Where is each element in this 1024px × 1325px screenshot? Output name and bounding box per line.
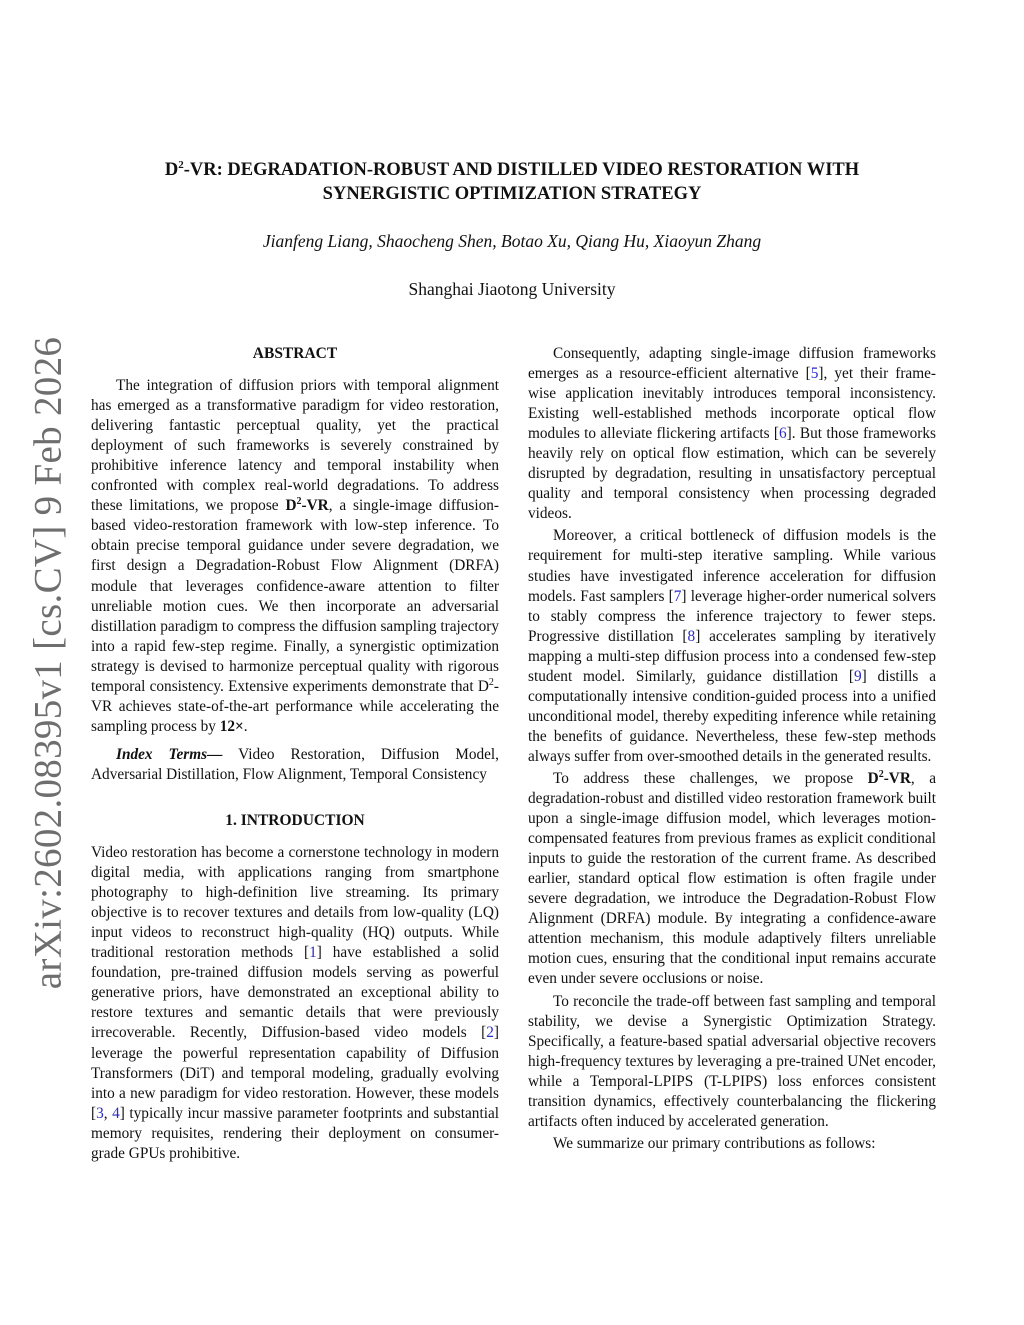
paragraph-contributions: We summarize our primary contributions as follows:: [553, 1134, 876, 1152]
paragraph-frameworks: Consequently, adapting single-image diffusion frameworks emerges as a resource-efficient alternative [5], yet their frame-wise application inevitably introduces temporal inconsistency. Existing well-established methods incorporate optical flow modules to alleviate flickering artifacts [6]. But those frameworks heavily rely on optical flow estimation, which can be severely disrupted by degradation, resulting in unsatisfactory perceptual quality and temporal consistency when processing degraded videos.: [528, 345, 937, 523]
citation-link[interactable]: 2: [486, 1024, 494, 1042]
arxiv-identifier: arXiv:2602.08395v1 [cs.CV] 9 Feb 2026: [26, 336, 70, 989]
citation-link[interactable]: 1: [309, 944, 317, 962]
paragraph-sampling: Moreover, a critical bottleneck of diffusion models is the requirement for multi-step iterative sampling. While various studies have investigated inference acceleration for diffusion models. Fast samplers [7] leverage higher-order numerical solvers to stably compress the inference trajectory to fewer steps. Progressive distillation [8] accelerates sampling by iteratively mapping a multi-step diffusion process into a condensed few-step student model. Similarly, guidance distillation [9] distills a computationally intensive condition-guided process into a unified unconditional model, thereby expediting inference while retaining the benefits of guidance. Nevertheless, these few-step methods always suffer from over-smoothed details in the generated results.: [528, 527, 936, 765]
left-column: [91, 344, 499, 1164]
introduction-paragraph: Video restoration has become a cornerstone technology in modern digital media, with applications ranging from smartphone photography to high-definition live streaming. Its primary objective is to recover textures and details from low-quality (LQ) input videos to reconstruct high-quality (HQ) outputs. While traditional restoration methods [1] have established a solid foundation, pre-trained diffusion models serving as powerful generative priors, have demonstrated an exceptional ability to restore textures and semantic details that were previously irrecoverable. Recently, Diffusion-based video models [2] leverage the powerful representation capability of Diffusion Transformers (DiT) and temporal modeling, gradually evolving into a new paradigm for video restoration. However, these models [3, 4] typically incur massive parameter footprints and substantial memory requisites, rendering their deployment on consumer-grade GPUs prohibitive.: [91, 844, 499, 1162]
citation-link[interactable]: 6: [779, 425, 787, 443]
abstract-heading: ABSTRACT: [252, 345, 338, 362]
paper-title: $D^2-VR$: DEGRADATION-ROBUST AND DISTILLED VIDEO RESTORATION WITH SYNERGISTIC OPTIMIZATION STRATEGY: [164, 158, 860, 204]
citation-link[interactable]: 7: [673, 587, 682, 605]
affiliation: Shanghai Jiaotong University: [408, 279, 616, 299]
citation-link[interactable]: 3: [96, 1104, 104, 1122]
arxiv-stamp: [26, 336, 70, 989]
abstract-body: The integration of diffusion priors with temporal alignment has emerged as a transformative paradigm for video restoration, delivering fantastic perceptual quality, yet the practical deployment of such frameworks is severely constrained by prohibitive inference latency and temporal instability when confronted with complex real-world degradations. To address these limitations, we propose $D^2-VR$, a single-image diffusion-based video-restoration framework with low-step inference. To obtain precise temporal guidance under severe degradation, we first design a Degradation-Robust Flow Alignment (DRFA) module that leverages confidence-aware attention to filter unreliable motion cues. We then incorporate an adversarial distillation paradigm to compress the diffusion sampling trajectory into a rapid few-step regime. Finally, a synergistic optimization strategy is devised to harmonize perceptual quality with rigorous temporal consistency. Extensive experiments demonstrate that $D^2-VR$ achieves state-of-the-art performance while accelerating the sampling process by 12×.: [91, 377, 499, 735]
index-terms: Index Terms— Video Restoration, Diffusion Model, Adversarial Distillation, Flow Alignment, Temporal Consistency: [91, 745, 500, 783]
citation-link[interactable]: 5: [810, 365, 819, 383]
paragraph-proposal: To address these challenges, we propose $D^2-VR$, a degradation-robust and distilled video restoration framework built upon a single-image diffusion model, which leverages motion-compensated features from previous frames as explicit conditional inputs to guide the restoration of the current frame. As described earlier, standard optical flow estimation is often fragile under severe degradation, we introduce the Degradation-Robust Flow Alignment (DRFA) module. By integrating a confidence-aware attention mechanism, this module adaptively filters unreliable motion cues, ensuring that the conditional input remains accurate even under severe occlusions or noise.: [528, 768, 936, 988]
paragraph-optimization: To reconcile the trade-off between fast sampling and temporal stability, we devise a Synergistic Optimization Strategy. Specifically, a feature-based spatial adversarial objective recovers high-frequency textures by leveraging a pre-trained UNet encoder, while a Temporal-LPIPS (T-LPIPS) loss enforces consistent transition dynamics, effectively counterbalancing the flickering artifacts often induced by accelerated generation.: [528, 992, 936, 1130]
citation-link[interactable]: 8: [687, 627, 696, 645]
author-list: Jianfeng Liang, Shaocheng Shen, Botao Xu, Qiang Hu, Xiaoyun Zhang: [262, 231, 762, 251]
right-column: [528, 344, 936, 1154]
citation-link[interactable]: 4: [112, 1104, 120, 1122]
introduction-heading: 1. INTRODUCTION: [225, 811, 365, 829]
citation-link[interactable]: 9: [853, 667, 862, 685]
